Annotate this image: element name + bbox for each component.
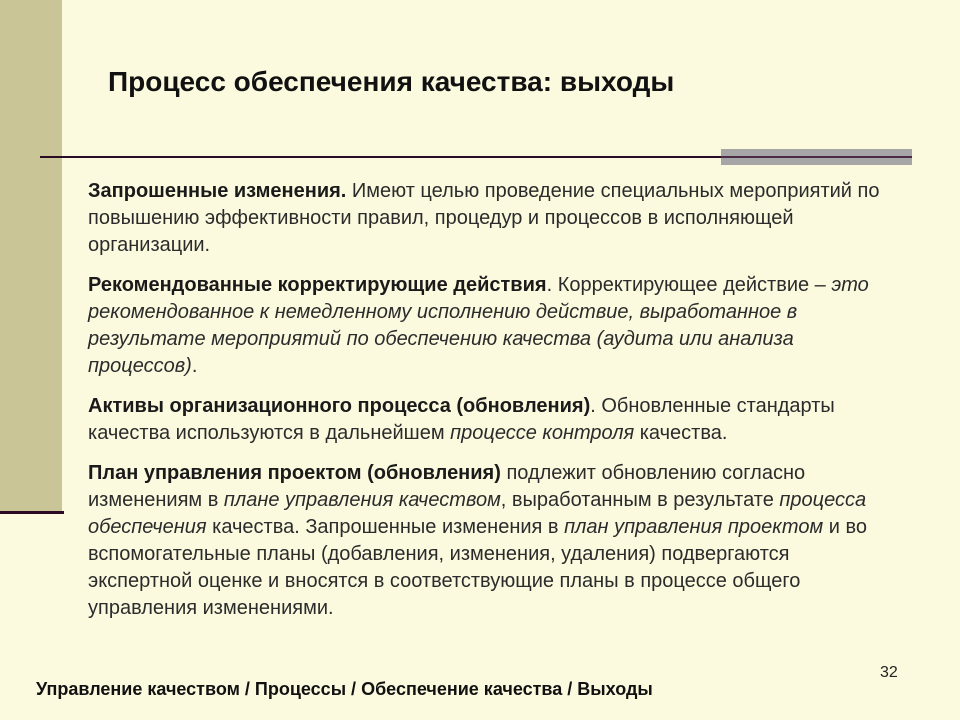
paragraph-project-plan bbox=[88, 460, 898, 622]
side-accent-bar bbox=[0, 0, 62, 513]
footer-breadcrumb: Управление качеством / Процессы / Обеспечение качества / Выходы bbox=[36, 679, 653, 699]
paragraph-text: , выработанным в результате bbox=[500, 489, 780, 511]
paragraph-text: подлежит обновлению согласно изменениям в bbox=[88, 462, 806, 511]
paragraph-text: качества. Запрошенные изменения в bbox=[206, 516, 565, 538]
paragraph-text: . Обновленные стандарты качества используются в дальнейшем bbox=[88, 395, 835, 444]
slide-body bbox=[88, 178, 898, 635]
paragraph-text: . Корректирующее действие – bbox=[546, 274, 832, 296]
paragraph-corrective-actions bbox=[88, 272, 898, 380]
paragraph-text: и во вспомогательные планы (добавления, изменения, удаления) подвергаются экспертной оценке и вносятся в соответствующие планы в процессе общего управления изменениями. bbox=[88, 516, 868, 619]
paragraph-requested-changes bbox=[88, 178, 898, 259]
slide-title: Процесс обеспечения качества: выходы bbox=[108, 66, 675, 97]
paragraph-italic-text: плане управления качеством bbox=[223, 489, 501, 511]
page-number: 32 bbox=[880, 664, 898, 681]
side-accent-line bbox=[0, 511, 64, 514]
paragraph-italic-text: процессе контроля bbox=[450, 422, 635, 444]
term-requested-changes: Запрошенные изменения. bbox=[88, 180, 347, 202]
title-divider-accent-line bbox=[721, 156, 912, 158]
paragraph-text: качества. bbox=[634, 422, 728, 444]
term-org-process-assets: Активы организационного процесса (обновления) bbox=[88, 395, 591, 417]
paragraph-italic-text: процесса обеспечения bbox=[88, 489, 867, 538]
term-corrective-actions: Рекомендованные корректирующие действия bbox=[88, 274, 547, 296]
paragraph-italic-text: это рекомендованное к немедленному исполнению действие, выработанное в результате мероприятий по обеспечению качества (аудита или анализа процессов) bbox=[88, 274, 869, 377]
paragraph-text: . bbox=[191, 355, 198, 377]
paragraph-org-process-assets bbox=[88, 393, 898, 447]
paragraph-text: Имеют целью проведение специальных мероприятий по повышению эффективности правил, процедур и процессов в исполняющей организации. bbox=[88, 180, 880, 256]
paragraph-italic-text: план управления проектом bbox=[564, 516, 824, 538]
term-project-plan: План управления проектом (обновления) bbox=[88, 462, 501, 484]
